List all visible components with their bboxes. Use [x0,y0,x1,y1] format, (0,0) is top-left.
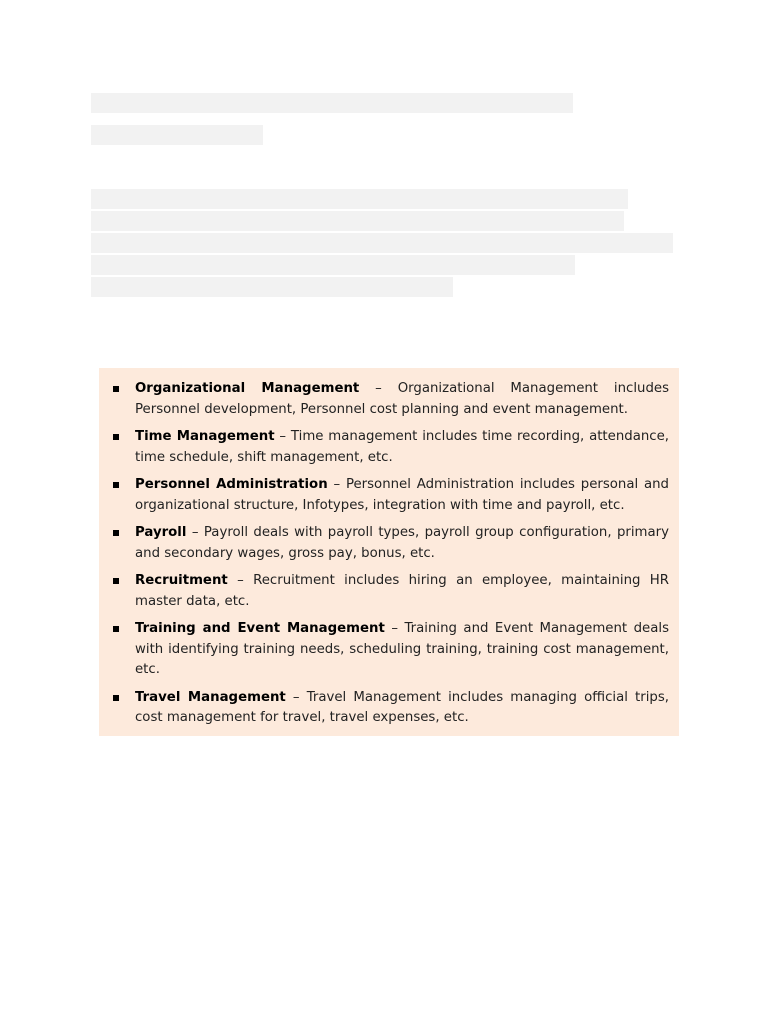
redacted-paragraph-line [91,255,575,275]
square-bullet-icon [113,530,119,536]
module-name: Travel Management [135,689,286,705]
list-item-training-and-event-management [113,619,669,681]
hr-modules-list [113,379,669,729]
redacted-paragraph-line [91,233,673,253]
separator-dash: – [359,381,398,396]
list-item-organizational-management [113,379,669,420]
redacted-subheading-line [91,125,263,145]
list-item-time-management [113,427,669,468]
list-item-payroll [113,523,669,564]
module-name: Training and Event Management [135,621,385,636]
redacted-paragraph-line [91,189,628,209]
list-item-travel-management [113,688,669,729]
square-bullet-icon [113,578,119,584]
square-bullet-icon [113,626,119,632]
separator-dash: – [186,525,204,540]
module-description: Time management includes time recording, attendance, time schedule, shift management, etc. [135,429,669,465]
module-description: Payroll deals with payroll types, payroll group configuration, primary and secondary wages, gross pay, bonus, etc. [135,525,669,561]
list-item-recruitment [113,571,669,612]
module-name: Recruitment [135,573,228,588]
module-name: Personnel Administration [135,477,328,492]
square-bullet-icon [113,695,119,701]
module-description: Travel Management includes managing official trips, cost management for travel, travel expenses, etc. [135,689,670,725]
module-name: Payroll [135,525,187,540]
module-description: Personnel Administration includes personal and organizational structure, Infotypes, integration with time and payroll, etc. [135,477,669,513]
redacted-heading-line [91,93,573,113]
module-name: Time Management [135,429,275,444]
module-description: Recruitment includes hiring an employee, maintaining HR master data, etc. [135,573,670,609]
redacted-paragraph-line [91,277,453,297]
separator-dash: – [384,621,405,636]
hr-modules-highlight-box [99,368,679,736]
module-description: Organizational Management includes Personnel development, Personnel cost planning and event management. [135,381,670,417]
redacted-paragraph-line [91,211,624,231]
square-bullet-icon [113,482,119,488]
square-bullet-icon [113,386,119,392]
separator-dash: – [327,477,346,492]
separator-dash: – [274,429,291,444]
list-item-personnel-administration [113,475,669,516]
module-description: Training and Event Management deals with identifying training needs, scheduling training, training cost management, etc. [135,621,669,677]
separator-dash: – [227,573,254,588]
module-name: Organizational Management [135,381,360,396]
square-bullet-icon [113,434,119,440]
separator-dash: – [285,689,307,705]
